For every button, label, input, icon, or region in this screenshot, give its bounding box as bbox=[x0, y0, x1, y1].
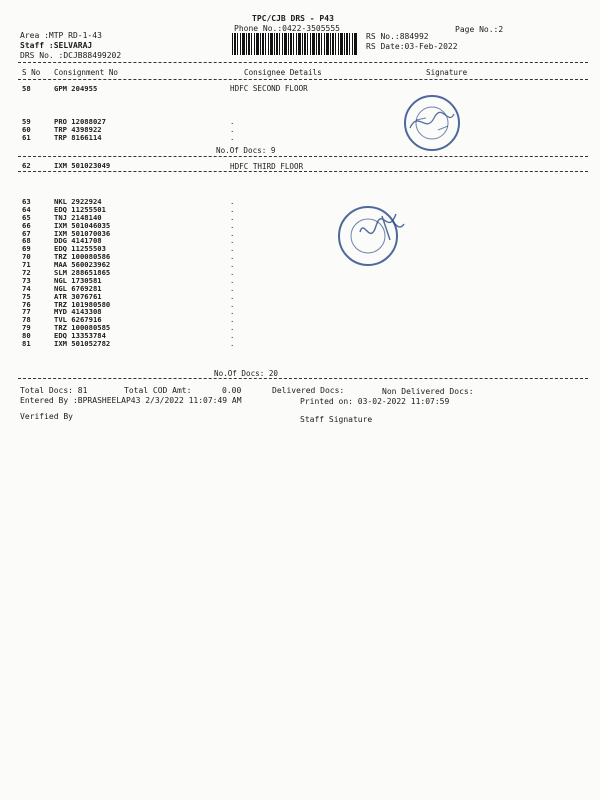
phone-number: Phone No.:0422-3505555 bbox=[234, 24, 340, 33]
total-docs: Total Docs: 81 bbox=[20, 386, 88, 395]
row-sno: 67 bbox=[22, 228, 31, 238]
row-sno: 72 bbox=[22, 268, 31, 278]
table-row: 75 ATR 3076761 . bbox=[22, 291, 235, 301]
page-number: Page No.:2 bbox=[455, 25, 504, 34]
row-consignment: DDG 4141708 bbox=[54, 236, 102, 246]
row-consignment: NGL 1730581 bbox=[54, 275, 102, 285]
row-sno: 61 bbox=[22, 132, 31, 142]
table-row: 66 IXM 501046035 . bbox=[22, 220, 235, 230]
barcode bbox=[232, 33, 357, 55]
table-row: 68 DDG 4141708 . bbox=[22, 236, 235, 246]
row-consignment: EDQ 11255503 bbox=[54, 244, 106, 254]
row-sno: 68 bbox=[22, 236, 31, 246]
row-consignment: PRO 12088027 bbox=[54, 117, 106, 126]
row-sno: 80 bbox=[22, 331, 31, 341]
row-sno: 70 bbox=[22, 252, 31, 262]
bank-stamp-2 bbox=[330, 196, 412, 274]
divider bbox=[18, 171, 588, 172]
row-sno: 78 bbox=[22, 315, 31, 325]
table-row: 59 PRO 12088027 . bbox=[22, 117, 235, 126]
row-consignment: TRZ 101980580 bbox=[54, 299, 111, 309]
row-consignment: GPM 204955 bbox=[54, 84, 98, 93]
row-sno: 73 bbox=[22, 275, 31, 285]
table-row: 67 IXM 501070036 . bbox=[22, 228, 235, 238]
row-sno: 79 bbox=[22, 323, 31, 333]
consignee-name: HDFC THIRD FLOOR bbox=[230, 162, 304, 171]
row-consignment: EDQ 13353784 bbox=[54, 331, 106, 341]
row-consignment: ATR 3076761 bbox=[54, 291, 102, 301]
col-sno: S No bbox=[22, 68, 41, 77]
row-consignment: NGL 6769281 bbox=[54, 283, 102, 293]
row-consignment: IXM 501052782 bbox=[54, 339, 111, 349]
row-sno: 74 bbox=[22, 283, 31, 293]
row-consignment: EDQ 11255501 bbox=[54, 204, 106, 214]
group1-rows-cont bbox=[0, 118, 600, 142]
docs-count: No.Of Docs: 9 bbox=[216, 146, 276, 155]
row-consignment: TVL 6267916 bbox=[54, 315, 102, 325]
row-sno: 69 bbox=[22, 244, 31, 254]
table-row: 65 TNJ 2148140 . bbox=[22, 212, 235, 222]
table-row: 80 EDQ 13353784 . bbox=[22, 331, 235, 341]
divider bbox=[18, 79, 588, 80]
table-row: 73 NGL 1730581 . bbox=[22, 275, 235, 285]
table-row bbox=[0, 162, 600, 170]
row-consignment: NKL 2922924 bbox=[54, 197, 102, 206]
row-consignment: TRP 8166114 bbox=[54, 132, 102, 142]
row-sno: 62 bbox=[22, 161, 31, 170]
col-consignee: Consignee Details bbox=[244, 68, 322, 77]
divider bbox=[18, 156, 588, 157]
col-signature: Signature bbox=[426, 68, 468, 77]
table-row: 69 EDQ 11255503 . bbox=[22, 244, 235, 254]
rs-date: RS Date:03-Feb-2022 bbox=[366, 42, 458, 51]
table-row: 71 MAA 560023962 . bbox=[22, 260, 235, 270]
row-sno: 71 bbox=[22, 260, 31, 270]
total-cod-label: Total COD Amt: bbox=[124, 386, 192, 395]
row-sno: 64 bbox=[22, 204, 31, 214]
table-row: 77 MYD 4143308 . bbox=[22, 307, 235, 317]
row-consignment: TRZ 100080586 bbox=[54, 252, 111, 262]
row-consignment: IXM 501023049 bbox=[54, 161, 111, 170]
row-sno: 65 bbox=[22, 212, 31, 222]
divider bbox=[18, 378, 588, 379]
entered-by: Entered By :BPRASHEELAP43 2/3/2022 11:07:49 AM bbox=[20, 396, 242, 405]
row-sno: 76 bbox=[22, 299, 31, 309]
group2-rows bbox=[0, 198, 600, 348]
table-row bbox=[0, 85, 600, 93]
total-cod-value: 0.00 bbox=[222, 386, 242, 395]
bank-stamp-1 bbox=[392, 90, 472, 156]
delivered-docs: Delivered Docs: bbox=[272, 386, 345, 395]
row-consignment: SLM 288651865 bbox=[54, 268, 111, 278]
docs-count: No.Of Docs: 20 bbox=[214, 369, 279, 378]
table-row: 64 EDQ 11255501 . bbox=[22, 204, 235, 214]
row-sno: 77 bbox=[22, 307, 31, 317]
col-consignment: Consignment No bbox=[54, 68, 119, 77]
verified-by: Verified By bbox=[20, 412, 73, 421]
printed-on: Printed on: 03-02-2022 11:07:59 bbox=[300, 397, 450, 406]
rs-number: RS No.:884992 bbox=[366, 32, 429, 41]
drs-number: DRS No. :DCJB88499202 bbox=[20, 51, 122, 60]
staff-signature: Staff Signature bbox=[300, 415, 373, 424]
row-sno: 66 bbox=[22, 220, 31, 230]
row-sno: 81 bbox=[22, 339, 31, 349]
row-sno: 63 bbox=[22, 197, 31, 206]
row-consignment: IXM 501046035 bbox=[54, 220, 111, 230]
divider bbox=[18, 62, 588, 63]
row-consignment: IXM 501070036 bbox=[54, 228, 111, 238]
staff-field: Staff :SELVARAJ bbox=[20, 41, 93, 50]
table-row: 61 TRP 8166114 . bbox=[22, 132, 235, 142]
row-sno: 60 bbox=[22, 124, 31, 134]
group1-rows bbox=[0, 85, 600, 93]
table-row: 81 IXM 501052782 . bbox=[22, 339, 235, 349]
table-row: 79 TRZ 100080585 . bbox=[22, 323, 235, 333]
non-delivered-docs: Non Delivered Docs: bbox=[382, 387, 474, 396]
table-row: 76 TRZ 101980580 . bbox=[22, 299, 235, 309]
table-row: 70 TRZ 100080586 . bbox=[22, 252, 235, 262]
table-row: 72 SLM 288651865 . bbox=[22, 268, 235, 278]
table-row: 60 TRP 4398922 . bbox=[22, 124, 235, 134]
row-consignment: TRZ 100080585 bbox=[54, 323, 111, 333]
table-row: 74 NGL 6769281 . bbox=[22, 283, 235, 293]
row-sno: 75 bbox=[22, 291, 31, 301]
table-row: 63 NKL 2922924 . bbox=[22, 197, 235, 206]
row-sno: 58 bbox=[22, 84, 31, 93]
group2-first-row bbox=[0, 162, 600, 170]
document-title: TPC/CJB DRS - P43 bbox=[252, 14, 334, 23]
table-row: 78 TVL 6267916 . bbox=[22, 315, 235, 325]
consignee-name: HDFC SECOND FLOOR bbox=[230, 84, 308, 93]
row-consignment: MYD 4143308 bbox=[54, 307, 102, 317]
row-consignment: TNJ 2148140 bbox=[54, 212, 102, 222]
area-field: Area :MTP RD-1-43 bbox=[20, 31, 102, 40]
row-consignment: MAA 560023962 bbox=[54, 260, 111, 270]
row-sno: 59 bbox=[22, 117, 31, 126]
row-consignment: TRP 4398922 bbox=[54, 124, 102, 134]
